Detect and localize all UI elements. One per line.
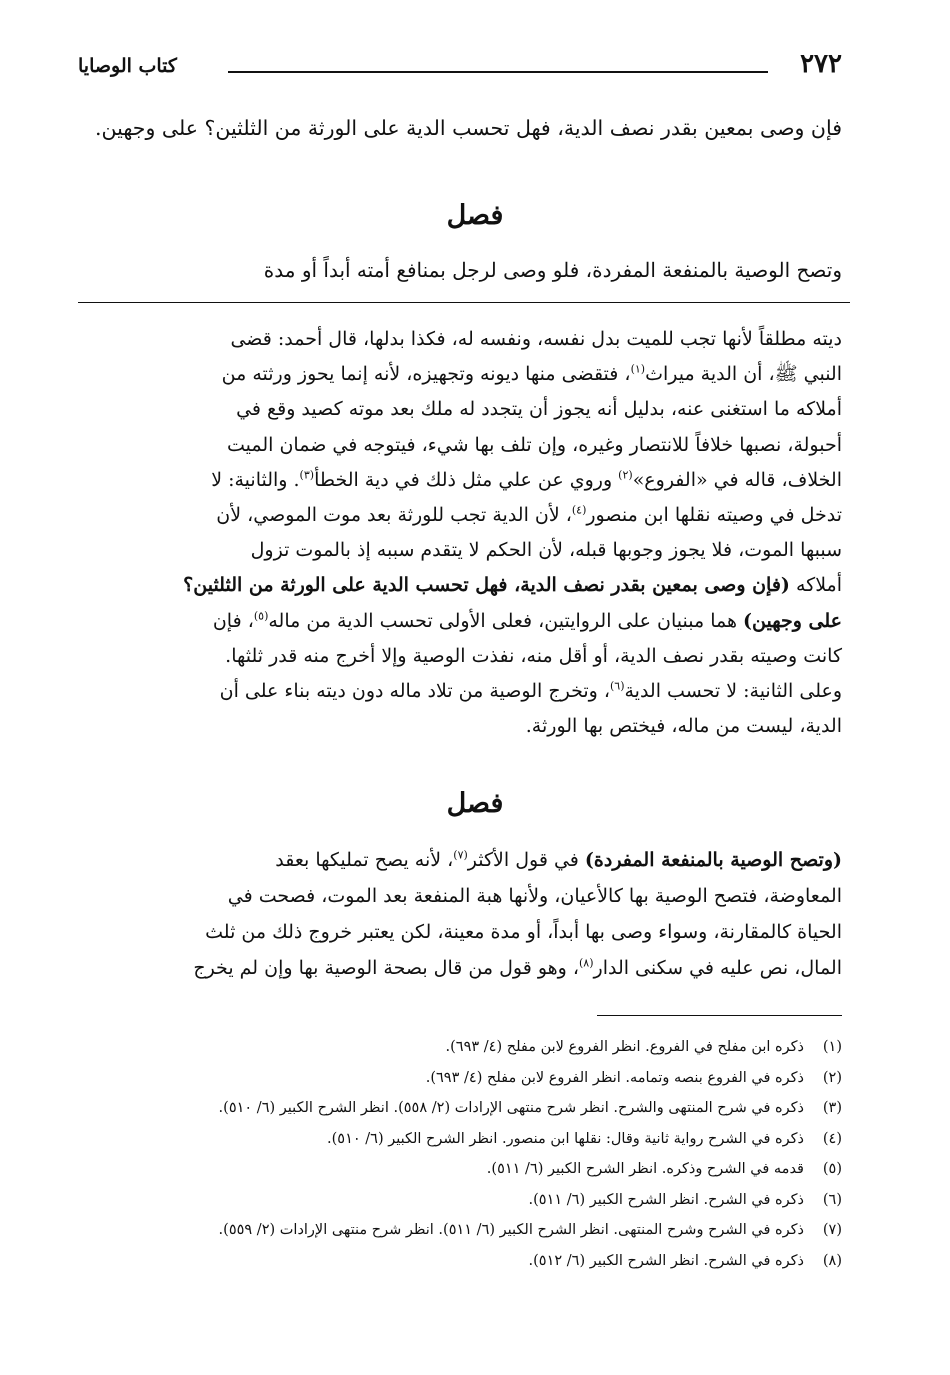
page-header [78, 44, 842, 84]
commentary-paragraph-1 [80, 322, 842, 744]
footnote-ref[interactable]: (٨) [579, 956, 594, 970]
footnotes [80, 1032, 842, 1276]
commentary-line: على وجهين) هما مبنيان على الروايتين، فعلى الأولى تحسب الدية من ماله$^{(٥)}$، فإن [212, 609, 842, 632]
footnote-text: ذكره في الفروع بنصه وتمامه. انظر الفروع لابن مفلح (٤/ ٦٩٣). [425, 1069, 804, 1086]
footnote-text: ذكره في الشرح رواية ثانية وقال: نقلها ابن منصور. انظر الشرح الكبير (٦/ ٥١٠). [327, 1130, 804, 1147]
footnote-text: ذكره في الشرح وشرح المنتهى. انظر الشرح الكبير (٦/ ٥١١). انظر شرح منتهى الإرادات (٢/ ٥٥٩). [218, 1222, 804, 1238]
footnote-item [80, 1246, 842, 1277]
footnote-number: (٢) [822, 1069, 842, 1086]
footnote-item [80, 1124, 842, 1155]
matn-top-paragraph: فإن وصى بمعين بقدر نصف الدية، فهل تحسب الدية على الورثة من الثلثين؟ على وجهين. [95, 116, 842, 140]
footnote-item [80, 1154, 842, 1185]
footnote-number: (٦) [822, 1191, 842, 1208]
footnote-text: ذكره في الشرح. انظر الشرح الكبير (٦/ ٥١١). [528, 1191, 804, 1208]
matn-sharh-divider [78, 302, 850, 303]
commentary-line: المعاوضة، فتصح الوصية بها كالأعيان، ولأنها هبة المنفعة بعد الموت، فصحت في [227, 885, 842, 907]
footnote-item [80, 1093, 842, 1124]
footnote-number: (٨) [822, 1252, 842, 1269]
footnote-number: (٤) [822, 1130, 842, 1147]
header-rule [228, 71, 768, 73]
commentary-line: تدخل في وصيته نقلها ابن منصور$^{(٤)}$، لأن الدية تجب للورثة بعد موت الموصي، لأن [216, 503, 842, 527]
section-heading-1: فصل [446, 200, 504, 231]
footnote-ref[interactable]: (٦) [609, 679, 625, 693]
quoted-matn: على وجهين) [743, 609, 842, 632]
commentary-line: كانت وصيته بقدر نصف الدية، أو أقل منه، نفذت الوصية وإلا أخرج منه قدر ثلثها. [225, 644, 842, 667]
commentary-line: النبي ﷺ، أن الدية ميراث$^{(١)}$، فتقضى منها ديونه وتجهيزه، لأنه إنما يحوز ورثته من [221, 362, 842, 386]
footnote-item [80, 1185, 842, 1216]
commentary-line: وعلى الثانية: لا تحسب الدية$^{(٦)}$، وتخرج الوصية من تلاد ماله دون ديته بناء على أن [219, 679, 842, 703]
commentary-line: الدية، ليست من ماله، فيختص بها الورثة. [525, 715, 842, 738]
footnote-item [80, 1032, 842, 1063]
footnote-number: (٧) [822, 1222, 842, 1238]
commentary-line: أملاكه ما استغنى عنه، بدليل أنه يجوز أن يتجدد له ملك بعد موته كصيد وقع في [236, 398, 842, 421]
page-number: ٢٧٢ [800, 49, 842, 79]
section-heading-2: فصل [446, 788, 504, 819]
footnote-text: ذكره في الشرح. انظر الشرح الكبير (٦/ ٥١٢). [528, 1252, 804, 1269]
commentary-line: الحياة كالمقارنة، وسواء وصى بها أبداً، أو مدة معينة، لكن يعتبر خروج ذلك من ثلث [205, 921, 842, 943]
commentary-line: أملاكه (فإن وصى بمعين بقدر نصف الدية، فهل تحسب الدية على الورثة من الثلثين؟ [183, 574, 842, 597]
footnote-number: (٣) [822, 1100, 842, 1116]
footnote-ref[interactable]: (٧) [453, 848, 468, 862]
commentary-line: (وتصح الوصية بالمنفعة المفردة) في قول الأكثر$^{(٧)}$، لأنه يصح تمليكها بعقد [275, 848, 842, 871]
footnote-divider [597, 1015, 842, 1016]
footnote-text: ذكره في شرح المنتهى والشرح. انظر شرح منتهى الإرادات (٢/ ٥٥٨). انظر الشرح الكبير (٦/ ٥١٠). [218, 1100, 804, 1116]
commentary-line: الخلاف، قاله في «الفروع»$^{(٢)}$ وروي عن علي مثل ذلك في دية الخطأ$^{(٣)}$. والثانية: لا [211, 468, 842, 491]
matn-section-paragraph: وتصح الوصية بالمنفعة المفردة، فلو وصى لرجل بمنافع أمته أبداً أو مدة [263, 258, 842, 282]
book-title: كتاب الوصايا [78, 55, 177, 77]
commentary-line: سببها الموت، فلا يجوز وجوبها قبله، لأن الحكم لا يتقدم سببه إذ بالموت تزول [250, 539, 842, 562]
footnote-ref[interactable]: (١) [630, 362, 646, 376]
commentary-line: أحبولة، نصبها خلافاً للانتصار وغيره، وإن تلف بها شيء، فيتوجه في ضمان الميت [227, 433, 842, 456]
quoted-matn: (فإن وصى بمعين بقدر نصف الدية، فهل تحسب الدية على الورثة من الثلثين؟ [183, 574, 790, 597]
footnote-ref[interactable]: (٢) [618, 468, 633, 482]
commentary-line: ديته مطلقاً لأنها تجب للميت بدل نفسه، ونفسه له، فكذا بدلها، قال أحمد: قضى [230, 328, 842, 350]
commentary-paragraph-2 [80, 842, 842, 986]
footnote-item [80, 1215, 842, 1246]
commentary-line: المال، نص عليه في سكنى الدار$^{(٨)}$، وهو قول من قال بصحة الوصية بها وإن لم يخرج [193, 956, 842, 979]
footnote-text: قدمه في الشرح وذكره. انظر الشرح الكبير (٦/ ٥١١). [486, 1161, 804, 1177]
footnote-number: (١) [822, 1039, 842, 1055]
footnote-ref[interactable]: (٥) [253, 609, 269, 623]
footnote-item [80, 1063, 842, 1094]
footnote-text: ذكره ابن مفلح في الفروع. انظر الفروع لابن مفلح (٤/ ٦٩٣). [445, 1039, 804, 1055]
footnote-ref[interactable]: (٤) [571, 503, 587, 517]
quoted-matn: (وتصح الوصية بالمنفعة المفردة) [584, 849, 842, 871]
footnote-ref[interactable]: (٣) [299, 468, 315, 482]
footnote-number: (٥) [822, 1161, 842, 1177]
